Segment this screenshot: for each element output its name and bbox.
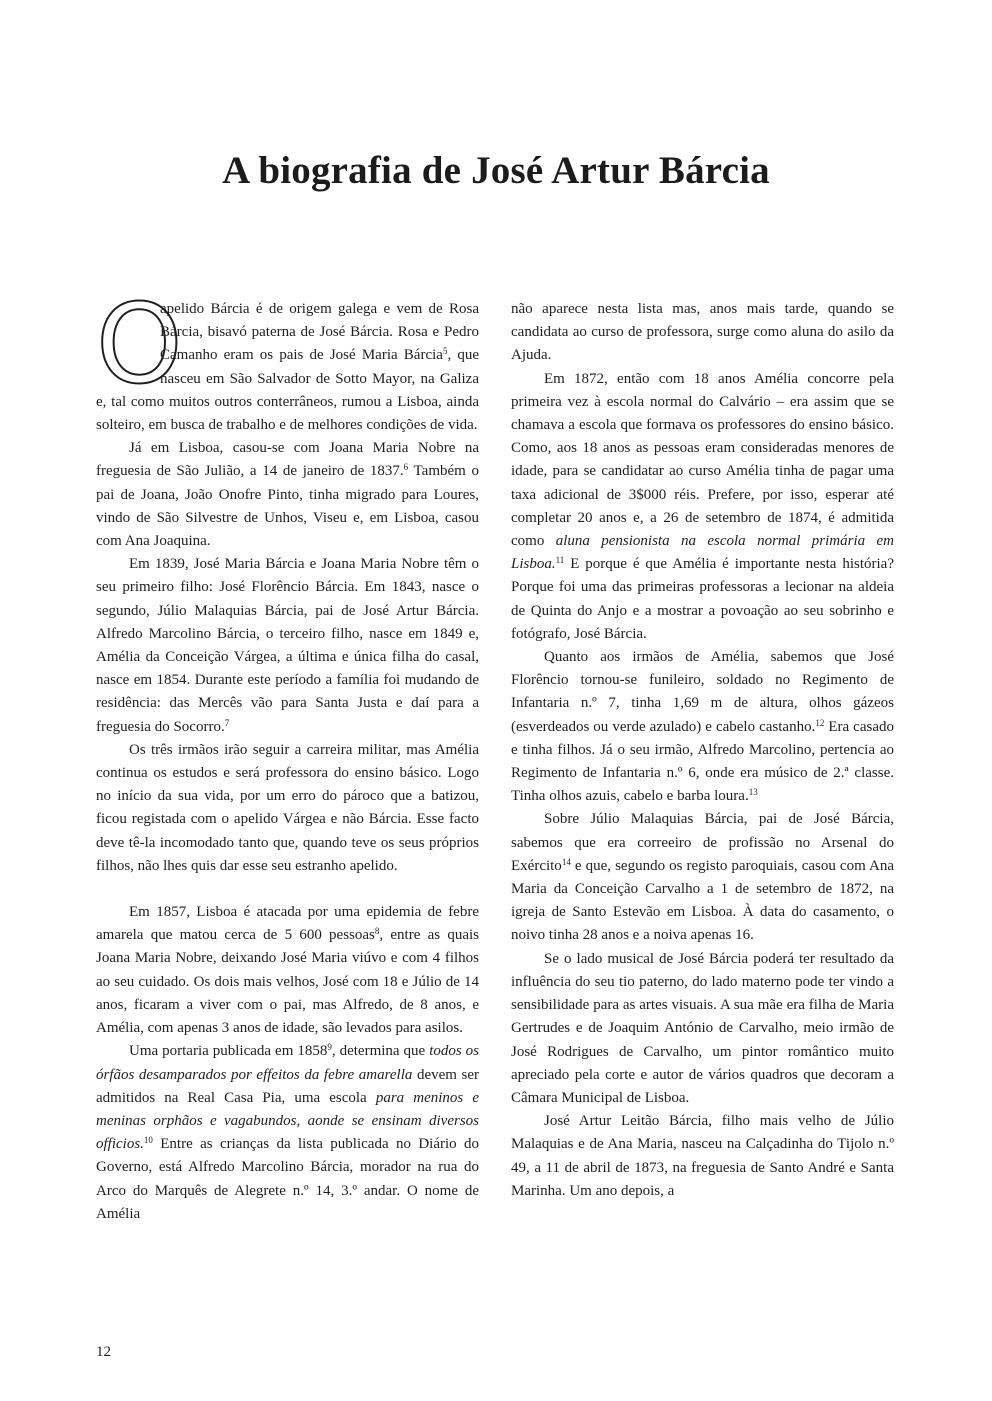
paragraph: Em 1839, José Maria Bárcia e Joana Maria Nobre têm o seu primeiro filho: José Florêncio Bárcia. Em 1843, nasce o segundo, Júlio Malaquias Bárcia, pai de José Artur Bárcia. Alfredo Marcolino Bárcia, o terceiro filho, nasce em 1849 e, Amélia da Conceição Várgea, a última e única filha do casal, nasce em 1854. Durante este período a família foi mudando de residência: das Mercês vão para Santa Justa e daí para a freguesia do Socorro.$^7$ (96, 556, 479, 735)
page-number: 12 (96, 1344, 111, 1360)
paragraph: Uma portaria publicada em 1858$^9$, determina que todos os órfãos desamparados por effeitos da febre amarella devem ser admitidos na Real Casa Pia, uma escola para meninos e meninas orphãos e vagabundos, aonde se ensinam diversos officios.$^{10}$ Entre as crianças da lista publicada no Diário do Governo, está Alfredo Marcolino Bárcia, morador na rua do Arco do Marquês de Alegrete n.º 14, 3.º andar. O nome de Amélia (96, 1042, 480, 1222)
footnote-ref[interactable]: 12 (815, 717, 825, 728)
paragraph: Em 1857, Lisboa é atacada por uma epidemia de febre amarela que matou cerca de 5 600 pessoas$^8$, entre as quais Joana Maria Nobre, deixando José Maria viúvo e com 4 filhos ao seu cuidado. Os dois mais velhos, José com 18 e Júlio de 14 anos, ficaram a viver com o pai, mas Alfredo, de 8 anos, e Amélia, com apenas 3 anos de idade, são levados para asilos. (96, 904, 479, 1037)
footnote-ref[interactable]: 11 (555, 555, 565, 566)
paragraph: não aparece nesta lista mas, anos mais tarde, quando se candidata ao curso de professora, surge como aluna do asilo da Ajuda. (511, 301, 894, 364)
paragraph: Sobre Júlio Malaquias Bárcia, pai de José Bárcia, sabemos que era correeiro de profissão no Arsenal do Exército$^{14}$ e que, segundo os registo paroquiais, casou com Ana Maria da Conceição Carvalho a 1 de setembro de 1872, na igreja de Santo Estevão em Lisboa. À data do casamento, o noivo tinha 28 anos e a noiva apenas 16. (511, 811, 894, 944)
footnote-ref[interactable]: 14 (561, 856, 571, 867)
page-title: A biografia de José Artur Bárcia (222, 149, 770, 192)
footnote-ref[interactable]: 5 (442, 346, 448, 357)
text-column-right (511, 298, 894, 1203)
paragraph: Os três irmãos irão seguir a carreira militar, mas Amélia continua os estudos e será professora do ensino básico. Logo no início da sua vida, por um erro do pároco que a batizou, ficou registada com o apelido Várgea e não Bárcia. Esse facto deve tê-la incomodado tanto que, quando teve os seus próprios filhos, não lhes quis dar esse seu estranho apelido. (96, 741, 479, 874)
drop-cap: O (96, 280, 183, 408)
footnote-ref[interactable]: 13 (748, 787, 758, 798)
paragraph: Quanto aos irmãos de Amélia, sabemos que José Florêncio tornou-se funileiro, soldado no Regimento de Infantaria n.º 7, tinha 1,69 m de altura, olhos gázeos (esverdeados ou verde azulado) e cabelo castanho.$^{12}$ Era casado e tinha filhos. Já o seu irmão, Alfredo Marcolino, pertencia ao Regimento de Infantaria n.º 6, onde era músico de 2.ª classe. Tinha olhos azuis, cabelo e barba loura.$^{13}$ (511, 649, 894, 805)
footnote-ref[interactable]: 9 (327, 1042, 332, 1053)
paragraph: Se o lado musical de José Bárcia poderá ter resultado da influência do seu tio paterno, do lado materno pode ter vindo a sensibilidade para as artes visuais. A sua mãe era filha de Maria Gertrudes e de Joaquim António de Carvalho, meio irmão de José Rodrigues de Carvalho, um pintor romântico muito apreciado pela corte e autor de vários quadros que decoram a Câmara Municipal de Lisboa. (511, 950, 894, 1106)
text-column-left (96, 280, 480, 1226)
footnote-ref[interactable]: 10 (143, 1135, 153, 1146)
footnote-ref[interactable]: 7 (224, 717, 230, 728)
paragraph: Já em Lisboa, casou-se com Joana Maria Nobre na freguesia de São Julião, a 14 de janeiro de 1837.$^6$ Também o pai de Joana, João Onofre Pinto, tinha migrado para Loures, vindo de São Silvestre de Unhos, Viseu e, em Lisboa, casou com Ana Joaquina. (96, 440, 480, 550)
footnote-ref[interactable]: 8 (374, 926, 380, 937)
paragraph: José Artur Leitão Bárcia, filho mais velho de Júlio Malaquias e de Ana Maria, nasceu na Calçadinha do Tijolo n.º 49, a 11 de abril de 1873, na freguesia de Santo André e Santa Marinha. Um ano depois, a (511, 1113, 894, 1199)
paragraph: O apelido Bárcia é de origem galega e vem de Rosa Bárcia, bisavó paterna de José Bárcia. Rosa e Pedro Camanho eram os pais de José Maria Bárcia$^5$, que nasceu em São Salvador de Sotto Mayor, na Galiza e, tal como muitos outros conterrâneos, rumou a Lisboa, ainda solteiro, em busca de trabalho e de melhores condições de vida. (96, 280, 479, 434)
paragraph: Em 1872, então com 18 anos Amélia concorre pela primeira vez à escola normal do Calvário – era assim que se chamava a escola que formava os professores do ensino básico. Como, aos 18 anos as pessoas eram consideradas menores de idade, para se candidatar ao curso Amélia tinha de pagar uma taxa adicional de 3$000 réis. Prefere, por isso, esperar até completar 20 anos e, a 26 de setembro de 1874, é admitida como aluna pensionista na escola normal primária em Lisboa.$^{11}$ E porque é que Amélia é importante nesta história? Porque foi uma das primeiras professoras a lecionar na aldeia de Quinta do Anjo e a mostrar a povoação ao seu sobrinho e fotógrafo, José Bárcia. (511, 370, 895, 642)
footnote-ref[interactable]: 6 (403, 462, 409, 473)
